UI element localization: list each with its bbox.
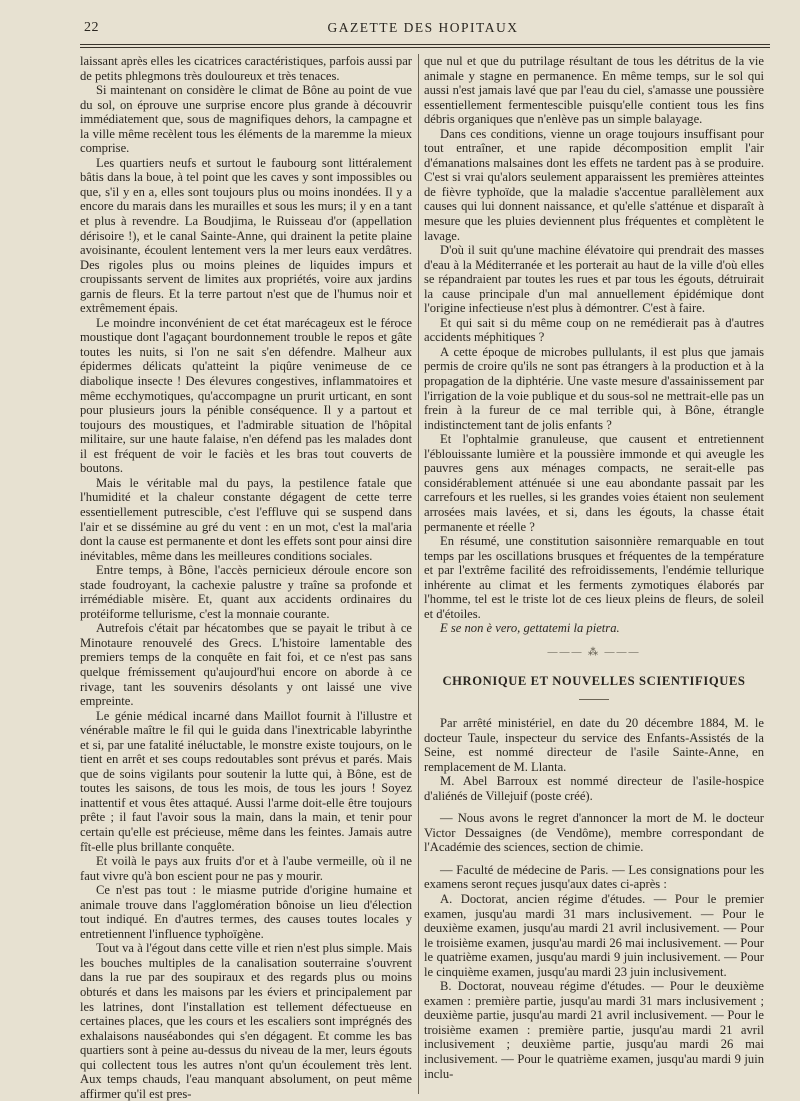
news-item: Par arrêté ministériel, en date du 20 décembre 1884, M. le docteur Taule, inspecteur du service des Enfants-Assistés de la Seine, est nommé directeur de l'asile Sainte-Anne, en remplacement de M. Llanta. (424, 715, 764, 774)
paragraph: Et voilà le pays aux fruits d'or et à l'aube vermeille, où il ne faut vivre qu'à bon escient pour ne pas y mourir. (80, 854, 412, 883)
paragraph: Les quartiers neufs et surtout le faubourg sont littéralement bâtis dans la boue, à tel point que les caves y sont impossibles ou que, s'il y en a, elles sont toujours plus ou moins inondées. Il y a encore du marais dans les murailles et sous les murs; il y en a tant et plus à revendre. La Boudjima, le Ruisseau d'or (appellation dérisoire !), et le canal Sainte-Anne, qui drainent la petite plaine avoisinante, écoulent lentement vers la mer leurs eaux verdâtres. Des rigoles plus ou moins pleines de liquides impurs et croupissants servent de limites aux propriétés, voire aux jardins garnis de fleurs. Et la terre partout n'est que de l'humus noir et extrêmement épais. (80, 155, 412, 316)
column-divider (418, 54, 419, 1094)
closing-quote: E se non è vero, gettatemi la pietra. (440, 621, 620, 636)
page-header (78, 20, 768, 42)
paragraph: que nul et que du putrilage résultant de tous les détritus de la vie animale y stagne en permanence. En même temps, sur le sol qui aussi n'est jamais lavé que par l'eau du ciel, s'amasse une poussière essentiellement fermentescible puisqu'elle contient tous les fins débris organiques que n'enlève pas un simple balayage. (424, 54, 764, 127)
paragraph: Mais le véritable mal du pays, la pestilence fatale que l'humidité et la chaleur constante dégagent de cette terre essentiellement putrescible, c'est l'effluve qui se suspend dans l'air et se dissémine au gré du vent : en un mot, c'est la mal'aria dont la cause est permanente et dont les effets sont pour ainsi dire inévitables, même dans les meilleures conditions sociales. (80, 475, 412, 563)
news-item: B. Doctorat, nouveau régime d'études. — Pour le deuxième examen : première partie, jusqu'au mardi 31 mars inclusivement ; deuxième partie, jusqu'au mardi 21 avril inclusivement. — Pour le troisième examen : première partie, jusqu'au mardi 21 avril inclusivement ; deuxième partie, jusqu'au mardi 26 mai inclusivement. — Pour le quatrième examen, jusqu'au mardi 9 juin inclu- (424, 979, 764, 1081)
paragraph: En résumé, une constitution saisonnière remarquable en tout temps par les oscillations brusques et fréquentes de la température et par l'extrême facilité des refroidissements, l'endémie tellurique inhérente au climat et les ferments zymotiques élaborés par l'homme, tel est le triste lot de ces lieux pleins de fleurs, de soleil et d'étoiles. (424, 534, 764, 621)
news-item: M. Abel Barroux est nommé directeur de l'asile-hospice d'aliénés de Villejuif (poste créé). (424, 774, 764, 803)
paragraph: Autrefois c'était par hécatombes que se payait le tribut à ce Minotaure renouvelé des Grecs. L'histoire lamentable des premiers temps de la conquête en fait foi, et ce n'est pas sans quelque frémissement qu'aujourd'hui encore on aborde à ce rivage, tant les souvenirs désolants y ont laissé une vive empreinte. (80, 621, 412, 709)
paragraph: A cette époque de microbes pullulants, il est plus que jamais permis de croire qu'ils ne sont pas étrangers à la production et à la propagation de la diphtérie. Une vaste mesure d'assainissement par l'irrigation de la voie publique et du sous-sol ne mettrait-elle pas un frein à la fureur de ce mal terrible qui, à Bône, étrangle indistinctement tant de jolis enfants ? (424, 344, 764, 432)
paragraph: Et l'ophtalmie granuleuse, que causent et entretiennent l'éblouissante lumière et la poussière immonde et qui aveugle les pauvres gens aux ménages compacts, ne serait-elle pas considérablement atténuée si une eau abondante passait par les carrefours et les ruelles, si les grandes voies étaient non seulement arrosées mais lavées, et si, dans les égouts, la chasse était permanente et réelle ? (424, 432, 764, 534)
paragraph: Tout va à l'égout dans cette ville et rien n'est plus simple. Mais les bouches multiples de la canalisation souterraine s'ouvrent dans la rue par des soupiraux et des regards plus ou moins obturés et dans les maisons par les éviers et principalement par les latrines, dont l'installation est tellement défectueuse en certaines places, que les cours et les escaliers sont imprégnés des exhalaisons nauséabondes qui s'en dégagent. Et comme les bas quartiers sont à peine au-dessus du niveau de la mer, leurs égouts qui collectent tous les autres n'ont qu'un écoulement très lent. Aux temps chauds, l'eau manquant absolument, on peut même affirmer qu'il est pres- (80, 941, 412, 1101)
spacer (424, 803, 764, 811)
title-rule (579, 699, 609, 700)
paragraph: Le génie médical incarné dans Maillot fournit à l'illustre et vénérable maître le fil qui le guida dans l'inextricable labyrinthe et si, par une fatalité inéluctable, le monstre existe toujours, on le tient en arrêt et ses coups redoutables sont prévus et parés. Mais que de soins vigilants pour soutenir la lutte qui, à Bône, est de toutes les saisons, de tous les mois, de tous les jours ! Soyez inattentif et vous êtes attaqué. Aussi l'arme doit-elle être toujours prête ; il faut l'avoir sous la main, dans la main, et tenir pour certain qu'elle est précieuse, même dans les feintes. Jamais autre fît-elle plus brillante conquête. (80, 708, 412, 854)
paragraph: laissant après elles les cicatrices caractéristiques, parfois aussi par de petits phlegmons très douloureux et très tenaces. (80, 54, 412, 83)
section-divider: ——— ⁂ ——— (547, 646, 641, 658)
paragraph: Le moindre inconvénient de cet état marécageux est le féroce moustique dont l'agaçant bourdonnement trouble le repos et gâte toutes les nuits, si l'on ne sait s'en défendre. Malheur aux épidermes délicats qu'atteint la piqûre venimeuse de ce diabolique insecte ! Des élevures congestives, inflammatoires et même ecchymotiques, qu'accompagne un prurit urticant, en sont pour plusieurs jours la pénible conséquence. Il y a partout et toujours des moustiques, et l'admirable situation de l'hôpital militaire, sur une haute falaise, n'en défend pas les malades dont il est fréquent de voir le faciès et les bras tout couverts de boutons. (80, 315, 412, 476)
left-column (80, 54, 412, 1101)
paragraph: D'où il suit qu'une machine élévatoire qui prendrait des masses d'eau à la Méditerranée et les porterait au haut de la ville d'où elles se répandraient par toutes les rues et par tous les égouts, détruirait la cause principale d'un mal annuellement épidémique dont l'origine infectieuse n'est plus à démontrer. C'est à faire. (424, 243, 764, 316)
header-rule (80, 44, 770, 45)
header-rule-thin (80, 47, 770, 48)
paragraph: Si maintenant on considère le climat de Bône au point de vue du sol, on éprouve une surprise encore plus grande à découvrir immédiatement que, sous de magnifiques dehors, la campagne et la ville même recèlent tous les éléments de la maremme la mieux comprise. (80, 83, 412, 156)
paragraph: Dans ces conditions, vienne un orage toujours insuffisant pour tout entraîner, et une rapide décomposition emplit l'air d'émanations malsaines dont les effets ne tardent pas à se produire. C'est si vrai qu'alors seulement apparaissent les premières atteintes de fièvre typhoïde, que la maladie s'accentue parallèlement aux causes qui lui donnent naissance, et qu'elle s'atténue et disparaît à mesure que les pluies deviennent plus fréquentes et complètent le lavage. (424, 126, 764, 243)
news-item: A. Doctorat, ancien régime d'études. — Pour le premier examen, jusqu'au mardi 31 mars inclusivement. — Pour le deuxième examen, jusqu'au mardi 21 avril inclusivement. — Pour le troisième examen, jusqu'au mardi 26 mai inclusivement. — Pour le quatrième examen, jusqu'au mardi 9 juin inclusivement. — Pour le cinquième examen, jusqu'au mardi 23 juin inclusivement. (424, 891, 764, 979)
running-title: GAZETTE DES HOPITAUX (327, 20, 519, 35)
right-column (424, 54, 764, 1081)
section-title: CHRONIQUE ET NOUVELLES SCIENTIFIQUES (442, 674, 746, 689)
news-item: — Nous avons le regret d'annoncer la mort de M. le docteur Victor Dessaignes (de Vendôme), membre correspondant de l'Académie des sciences, section de chimie. (424, 811, 764, 855)
news-item: — Faculté de médecine de Paris. — Les consignations pour les examens seront reçues jusqu'aux dates ci-après : (424, 862, 764, 892)
spacer (424, 855, 764, 863)
paragraph: Et qui sait si du même coup on ne remédierait pas à d'autres accidents méphitiques ? (424, 315, 764, 345)
page-number: 22 (84, 20, 99, 35)
paragraph: Ce n'est pas tout : le miasme putride d'origine humaine et animale trouve dans l'agglomération bônoise un lieu d'élection tout indiqué. En d'autres termes, des causes toutes locales y entretiennent l'influence typhoïgène. (80, 883, 412, 941)
paragraph: Entre temps, à Bône, l'accès pernicieux déroule encore son stade foudroyant, la cachexie palustre y traîne sa profonde et irrémédiable misère. Et, quant aux accidents ordinaires du protéiforme tellurisme, c'est la monnaie courante. (80, 563, 412, 621)
